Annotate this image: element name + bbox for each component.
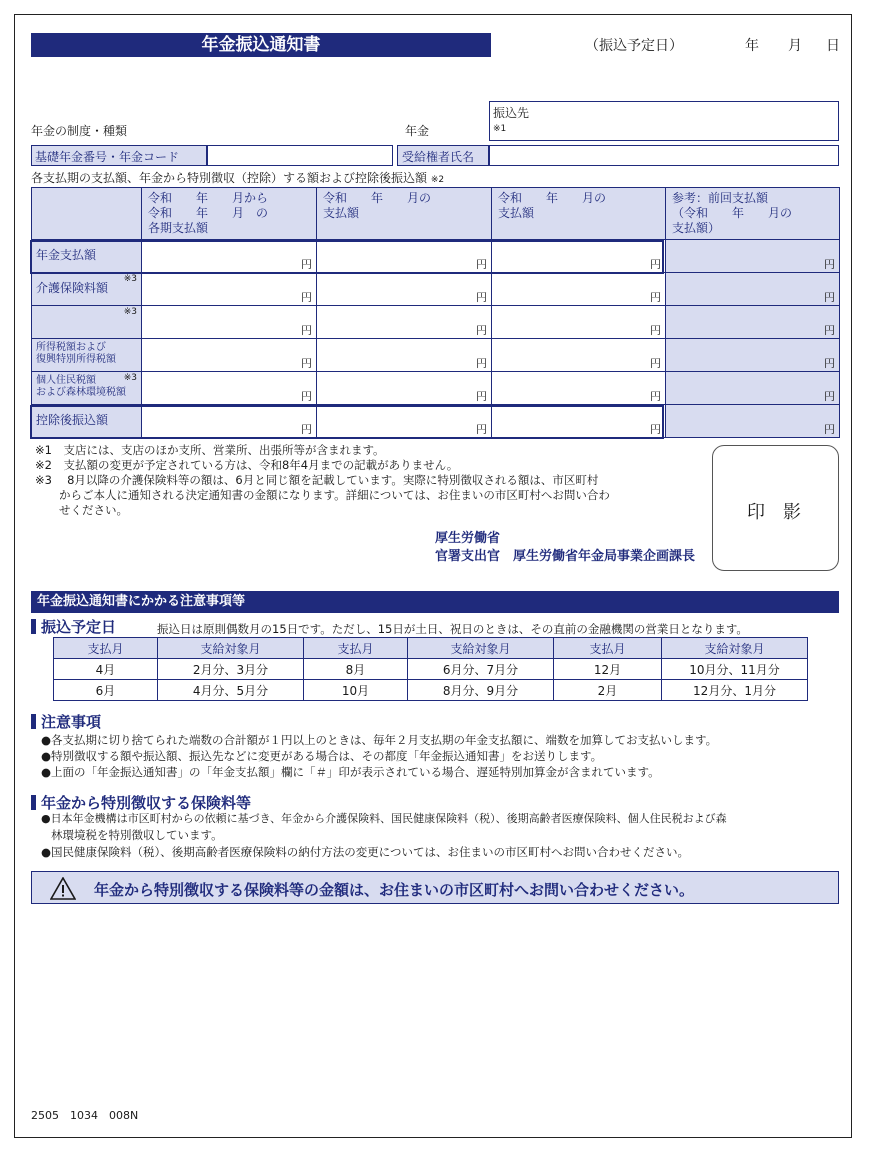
yen-unit: 円	[301, 324, 312, 337]
yen-unit: 円	[301, 357, 312, 370]
pension-type-label: 年金の制度・種類	[31, 124, 128, 138]
warning-banner	[31, 871, 839, 904]
schedule-header-cell: 支給対象月	[158, 638, 304, 659]
withholding-heading-text: 年金から特別徴収する保険料等	[41, 794, 252, 812]
schedule-header-row	[54, 638, 808, 659]
footer-code: 2505 1034 008N	[31, 1109, 139, 1122]
schedule-cell: 8月分、9月分	[408, 680, 554, 701]
payment-row-label	[32, 339, 142, 372]
payment-row-label	[32, 372, 142, 405]
warning-icon	[50, 877, 76, 900]
payment-row-label-text: 個人住民税額 および森林環境税額	[36, 375, 126, 398]
schedule-cell: 4月分、5月分	[158, 680, 304, 701]
amount-cell	[666, 306, 840, 339]
yen-unit: 円	[824, 291, 835, 304]
schedule-cell: 4月	[54, 659, 158, 680]
withholding-heading-bar	[31, 795, 36, 810]
date-label: （振込予定日）	[585, 38, 683, 54]
year-unit: 年	[745, 38, 759, 54]
caution-heading-text: 注意事項	[41, 713, 102, 731]
amount-cell	[666, 240, 840, 273]
payment-row-label	[32, 306, 142, 339]
note-2: ※2 支払額の変更が予定されている方は、令和8年4月までの記載がありません。	[35, 458, 459, 472]
yen-unit: 円	[476, 423, 487, 436]
withholding-item: ●国民健康保険料（税）、後期高齢者医療保険料の納付方法の変更については、お住まいの市区町村へお問い合わせください。	[41, 845, 690, 859]
schedule-heading-bar	[31, 619, 36, 634]
note-3: ※3 8月以降の介護保険料等の額は、6月と同じ額を記載しています。実際に特別徴収される額は、市区町村	[35, 473, 599, 487]
payment-row-label-text: 所得税額および 復興特別所得税額	[36, 342, 116, 365]
amount-cell	[317, 306, 492, 339]
title-bar	[31, 33, 491, 57]
amount-cell	[492, 372, 666, 405]
schedule-cell: 6月	[54, 680, 158, 701]
schedule-row	[54, 680, 808, 701]
issuer-ministry: 厚生労働省	[435, 531, 501, 546]
schedule-table	[53, 637, 808, 701]
schedule-header-cell: 支払月	[554, 638, 662, 659]
amount-cell	[317, 372, 492, 405]
seal-box	[712, 445, 839, 571]
amount-cell	[317, 273, 492, 306]
withholding-item-cont: 林環境税を特別徴収しています。	[51, 828, 223, 842]
page-title: 年金振込通知書	[201, 35, 321, 55]
payment-table	[31, 187, 840, 438]
schedule-text: 振込日は原則偶数月の15日です。ただし、15日が土日、祝日のときは、その直前の金融機関の営業日となります。	[157, 622, 748, 636]
amount-cell	[142, 273, 317, 306]
yen-unit: 円	[476, 357, 487, 370]
amount-cell	[492, 273, 666, 306]
yen-unit: 円	[301, 291, 312, 304]
yen-unit: 円	[824, 390, 835, 403]
month-unit: 月	[788, 38, 802, 54]
schedule-header-cell: 支払月	[54, 638, 158, 659]
schedule-row	[54, 659, 808, 680]
transfer-to-label: 振込先	[493, 106, 530, 120]
recipient-label: 受給権者氏名	[402, 150, 475, 164]
yen-unit: 円	[650, 291, 661, 304]
yen-unit: 円	[301, 423, 312, 436]
schedule-cell: 8月	[304, 659, 408, 680]
yen-unit: 円	[650, 258, 661, 271]
yen-unit: 円	[476, 324, 487, 337]
amount-cell	[666, 339, 840, 372]
caution-item: ●特別徴収する額や振込額、振込先などに変更がある場合は、その都度「年金振込通知書」をお送りします。	[41, 749, 603, 763]
payment-row	[32, 372, 840, 405]
header-blank	[32, 188, 142, 240]
yen-unit: 円	[476, 291, 487, 304]
amount-cell	[142, 372, 317, 405]
amount-cell	[492, 306, 666, 339]
amount-cell	[666, 372, 840, 405]
payment-row	[32, 306, 840, 339]
yen-unit: 円	[301, 390, 312, 403]
yen-unit: 円	[824, 423, 835, 436]
schedule-cell: 10月分、11月分	[662, 659, 808, 680]
notice-section-bar	[31, 591, 839, 613]
table-caption-note: ※2	[430, 175, 445, 185]
basic-no-field	[207, 145, 393, 166]
schedule-heading	[31, 616, 116, 637]
pension-suffix: 年金	[405, 124, 430, 138]
payment-row	[32, 273, 840, 306]
note-3-cont-1: からご本人に通知される決定通知書の金額になります。詳細については、お住まいの市区町村へお問い合わ	[59, 488, 610, 502]
pension-notice-page	[14, 14, 852, 1138]
schedule-header-cell: 支払月	[304, 638, 408, 659]
caution-item: ●各支払期に切り捨てられた端数の合計額が１円以上のときは、毎年２月支払期の年金支払額に、端数を加算してお支払いします。	[41, 733, 718, 747]
net-transfer-highlight	[30, 405, 664, 439]
caution-heading	[31, 711, 101, 732]
header-month-2: 令和 年 月の 支払額	[492, 188, 666, 240]
transfer-note: ※1	[493, 124, 507, 134]
notes-block	[35, 443, 610, 518]
note-3-cont-2: せください。	[59, 503, 128, 517]
notice-section-title: 年金振込通知書にかかる注意事項等	[37, 594, 246, 609]
recipient-field	[489, 145, 839, 166]
seal-label: 印 影	[747, 502, 801, 523]
header-month-1: 令和 年 月の 支払額	[317, 188, 492, 240]
schedule-cell: 12月	[554, 659, 662, 680]
withholding-heading	[31, 792, 251, 813]
caution-item: ●上面の「年金振込通知書」の「年金支払額」欄に「＃」印が表示されている場合、遅延特別加算金が含まれています。	[41, 765, 660, 779]
table-caption	[31, 169, 444, 186]
day-unit: 日	[826, 38, 840, 54]
header-previous: 参考：前回支払額 （令和 年 月の 支払額）	[666, 188, 840, 240]
basic-no-label: 基礎年金番号・年金コード	[35, 150, 180, 164]
table-caption-text: 各支払期の支払額、年金から特別徴収（控除）する額および控除後振込額	[31, 171, 428, 185]
yen-unit: 円	[650, 423, 661, 436]
basic-no-label-box	[31, 145, 207, 166]
payment-row-label-text: 介護保険料額	[36, 281, 109, 295]
yen-unit: 円	[824, 324, 835, 337]
payment-row-note: ※3	[123, 307, 137, 317]
payment-row-label-text: 控除後振込額	[36, 413, 109, 427]
withholding-item: ●日本年金機構は市区町村からの依頼に基づき、年金から介護保険料、国民健康保険料（税）、後期高齢者医療保険料、個人住民税および森	[41, 812, 727, 825]
yen-unit: 円	[476, 258, 487, 271]
amount-cell	[666, 273, 840, 306]
payment-row-label	[32, 273, 142, 306]
amount-cell	[317, 339, 492, 372]
issuer-officer: 官署支出官 厚生労働省年金局事業企画課長	[435, 549, 696, 564]
yen-unit: 円	[476, 390, 487, 403]
pension-payment-highlight	[30, 240, 664, 274]
warning-banner-text: 年金から特別徴収する保険料等の金額は、お住まいの市区町村へお問い合わせください。	[94, 881, 695, 899]
payment-row-note: ※3	[123, 274, 137, 284]
amount-cell	[492, 339, 666, 372]
yen-unit: 円	[824, 258, 835, 271]
payment-table-header	[32, 188, 840, 240]
yen-unit: 円	[301, 258, 312, 271]
schedule-header-cell: 支給対象月	[408, 638, 554, 659]
schedule-heading-text: 振込予定日	[41, 618, 117, 636]
amount-cell	[142, 339, 317, 372]
yen-unit: 円	[650, 390, 661, 403]
schedule-cell: 2月分、3月分	[158, 659, 304, 680]
schedule-header-cell: 支給対象月	[662, 638, 808, 659]
amount-cell	[666, 405, 840, 438]
recipient-label-box	[397, 145, 489, 166]
amount-cell	[142, 306, 317, 339]
payment-row-label-text: 年金支払額	[36, 248, 97, 262]
transfer-to-box	[489, 101, 839, 141]
yen-unit: 円	[650, 324, 661, 337]
header-period: 令和 年 月から 令和 年 月 の 各期支払額	[142, 188, 317, 240]
note-1: ※1 支店には、支店のほか支所、営業所、出張所等が含まれます。	[35, 443, 385, 457]
schedule-cell: 10月	[304, 680, 408, 701]
schedule-cell: 12月分、1月分	[662, 680, 808, 701]
schedule-cell: 2月	[554, 680, 662, 701]
yen-unit: 円	[824, 357, 835, 370]
payment-row	[32, 339, 840, 372]
schedule-cell: 6月分、7月分	[408, 659, 554, 680]
payment-row-note: ※3	[123, 373, 137, 383]
caution-heading-bar	[31, 714, 36, 729]
yen-unit: 円	[650, 357, 661, 370]
